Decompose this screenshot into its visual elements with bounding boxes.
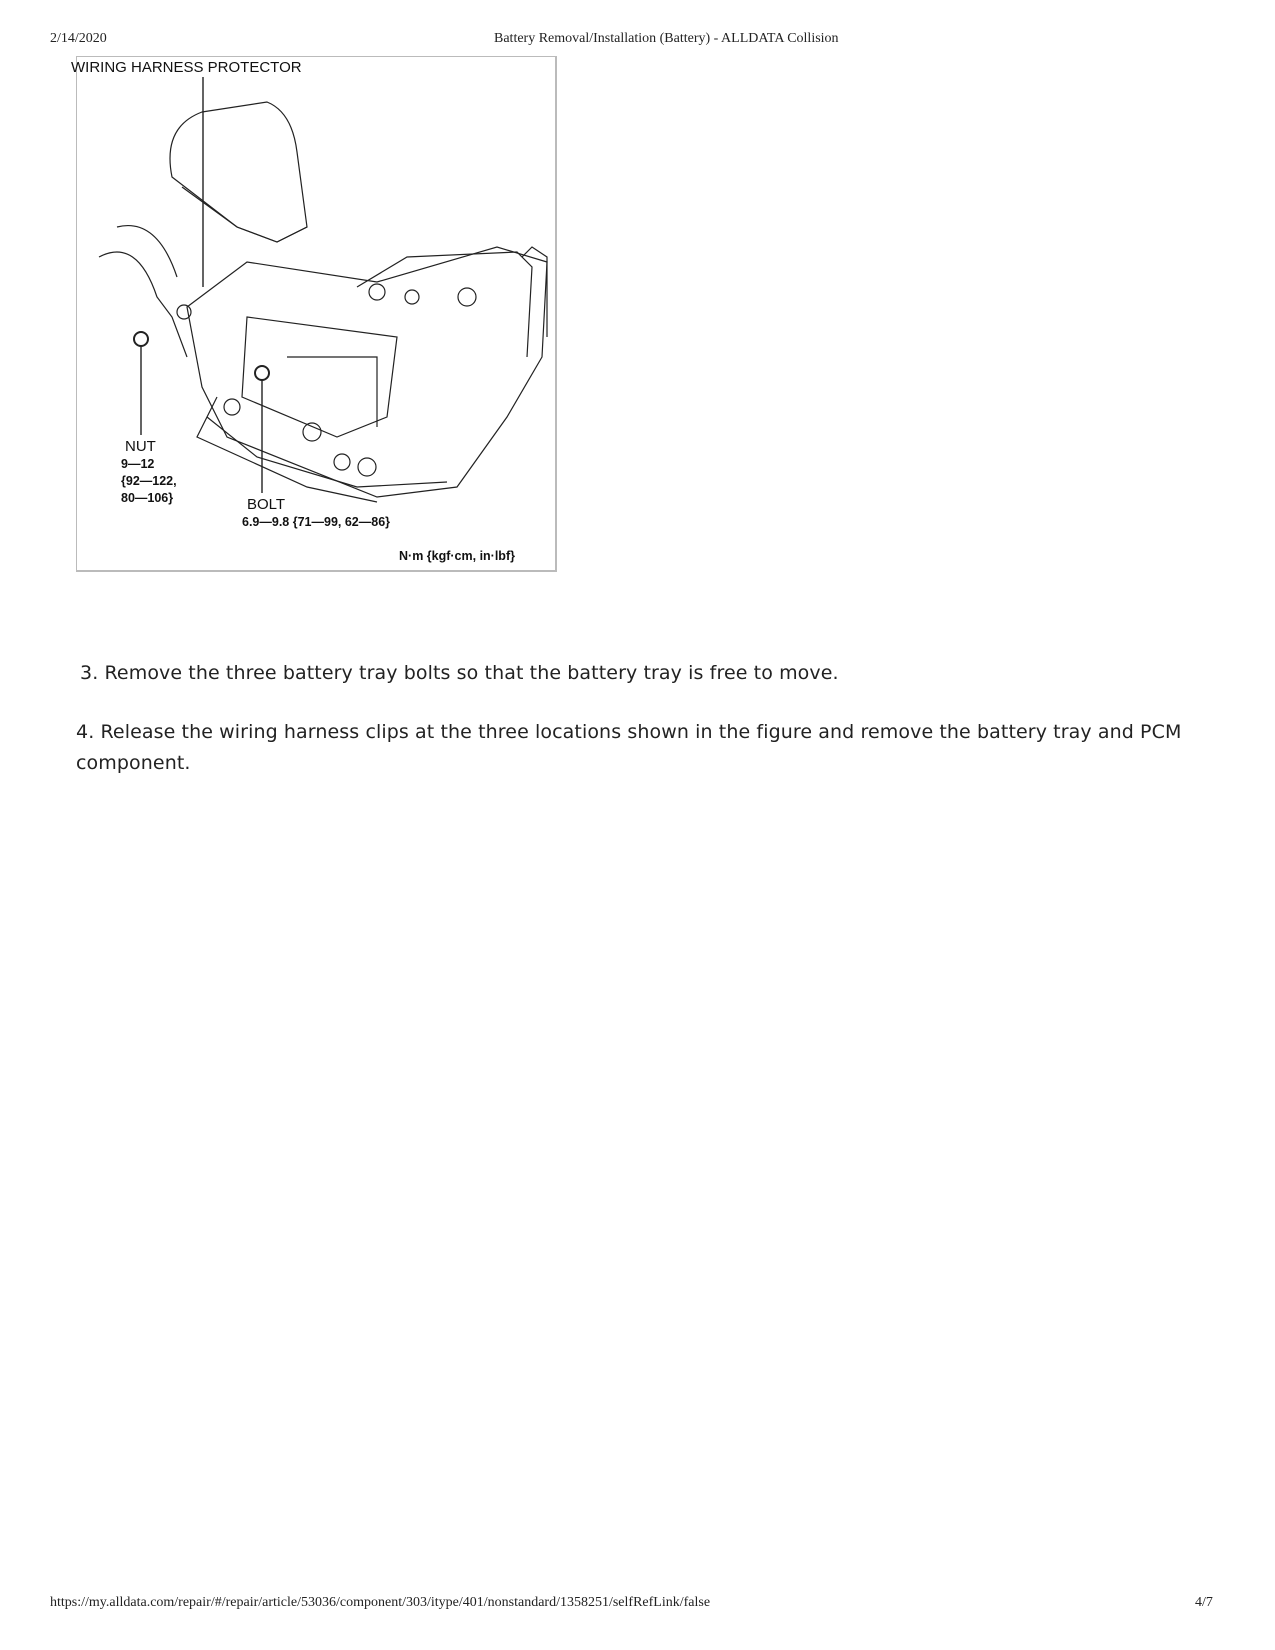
page-title: Battery Removal/Installation (Battery) - ALLDATA Collision xyxy=(494,31,839,46)
print-date: 2/14/2020 xyxy=(50,31,107,46)
battery-tray-figure xyxy=(71,56,557,572)
nut-torque-inlbf: 80—106} xyxy=(121,491,174,505)
bolt-label: BOLT xyxy=(247,496,286,513)
page-url: https://my.alldata.com/repair/#/repair/article/53036/component/303/itype/401/nonstandard/1358251/selfRefLink/false xyxy=(50,1595,711,1610)
nut-torque-nm: 9—12 xyxy=(121,457,155,471)
page-number: 4/7 xyxy=(1195,1595,1213,1610)
step-3: 3. Remove the three battery tray bolts so that the battery tray is free to move. xyxy=(80,662,839,684)
step-4: 4. Release the wiring harness clips at the three locations shown in the figure and remove the battery tray and PCM component. xyxy=(76,721,1182,774)
wiring-harness-protector-label: WIRING HARNESS PROTECTOR xyxy=(71,59,302,76)
nut-label: NUT xyxy=(125,438,156,455)
nut-torque-kgf: {92—122, xyxy=(121,474,177,488)
units-label: N·m {kgf·cm, in·lbf} xyxy=(399,549,515,563)
bolt-torque: 6.9—9.8 {71—99, 62—86} xyxy=(242,515,391,529)
